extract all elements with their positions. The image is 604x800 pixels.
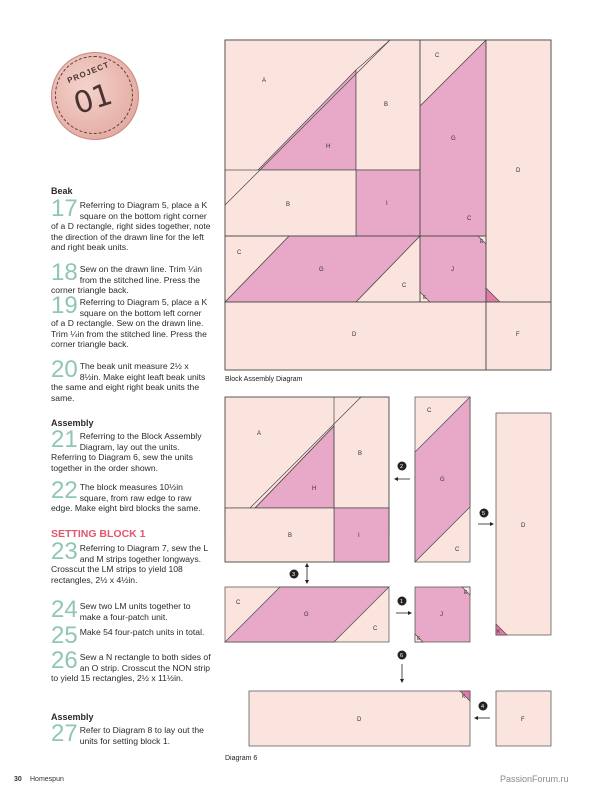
badge-number: 01 [69, 76, 117, 123]
label-j: J [451, 267, 454, 273]
d6-label-j: J [440, 612, 443, 618]
label-c2: C [467, 216, 472, 222]
d6-label-c: C [427, 408, 432, 414]
d6-label-d: D [521, 523, 526, 529]
d6-label-c2: C [455, 547, 460, 553]
block-assembly-caption: Block Assembly Diagram [225, 376, 303, 383]
step-number: 25 [51, 622, 78, 649]
step-text: Sew a N rectangle to both sides of an O strip. Crosscut the NON strip to yield 15 rectangles, 2½ x 11½in. [51, 652, 211, 684]
label-h: H [326, 144, 331, 150]
label-e2: E [423, 295, 427, 301]
step-number: 19 [51, 292, 78, 319]
step-label-4: 4 [481, 704, 485, 710]
d6-label-a: A [257, 431, 262, 437]
label-c4: C [402, 283, 407, 289]
step-text: Sew two LM units together to make a four-patch unit. [79, 601, 191, 622]
step-text: The block measures 10½in square, from raw edge to raw edge. Make eight bird blocks the same. [51, 482, 201, 514]
magazine-name: Homespun [30, 776, 64, 783]
label-g2: G [319, 267, 324, 273]
label-e: E [480, 239, 484, 245]
d6-label-c3: C [236, 600, 241, 606]
label-b: B [384, 102, 389, 108]
d6-label-h: H [312, 486, 317, 492]
step-label-5: 5 [482, 511, 486, 517]
page-number: 30 [14, 776, 22, 783]
step-number: 20 [51, 356, 78, 383]
step-text: Referring to Diagram 5, place a K square on the bottom right corner of a D rectangle, right sides together, note the direction of the drawn line for the left and right beak units. [51, 200, 211, 253]
step-number: 18 [51, 259, 78, 286]
d6-label-g2: G [304, 612, 309, 618]
d6-label-g: G [440, 477, 445, 483]
step-number: 27 [51, 720, 78, 747]
label-i: I [386, 201, 388, 207]
label-d2: D [352, 332, 357, 338]
step-label-2: 2 [400, 464, 404, 470]
label-g: G [451, 136, 456, 142]
assembly-heading: Assembly [51, 418, 94, 428]
d6-label-f: F [521, 717, 525, 723]
step-number: 23 [51, 538, 78, 565]
step-number: 26 [51, 647, 78, 674]
label-c3: C [237, 250, 242, 256]
d6-label-d2: D [357, 717, 362, 723]
block-assembly-diagram [225, 40, 551, 370]
step-text: The beak unit measure 2½ x 8½in. Make eight leaft beak units the same and eight right beak units the same. [51, 361, 206, 403]
diagram-6-caption: Diagram 6 [225, 755, 258, 762]
step-text: Referring to Diagram 7, sew the L and M strips together longways. Crosscut the LM strips to yield 108 rectangles, 2½ x 4½in. [51, 543, 208, 585]
step-label-3: 3 [292, 572, 296, 578]
step-number: 17 [51, 195, 78, 222]
step-text: Sew on the drawn line. Trim ¼in from the stitched line. Press the corner triangle back. [51, 264, 202, 296]
d6-label-e: E [464, 590, 468, 596]
step-text: Referring to the Block Assembly Diagram, lay out the units. Referring to Diagram 6, sew the units together in the order shown. [51, 431, 202, 473]
step-label-1: 1 [400, 599, 404, 605]
d6-label-k: K [497, 629, 501, 635]
label-b2: B [286, 202, 291, 208]
step-number: 22 [51, 477, 78, 504]
step-number: 24 [51, 596, 78, 623]
setting-block-heading: SETTING BLOCK 1 [51, 528, 146, 540]
diagram-6 [225, 397, 551, 746]
d6-label-e2: E [417, 636, 421, 642]
assembly-heading-2: Assembly [51, 712, 94, 722]
d6-label-i: I [358, 533, 360, 539]
watermark: PassionForum.ru [500, 774, 569, 784]
step-text: Refer to Diagram 8 to lay out the units for setting block 1. [79, 725, 204, 746]
step-number: 21 [51, 426, 78, 453]
d6-label-k2: K [462, 694, 466, 700]
beak-heading: Beak [51, 186, 73, 196]
label-d: D [516, 168, 521, 174]
d6-label-c4: C [373, 626, 378, 632]
d6-label-b: B [358, 451, 363, 457]
step-label-6: 6 [400, 653, 404, 659]
label-c: C [435, 53, 440, 59]
badge-label: PROJECT [65, 59, 111, 86]
d6-label-b2: B [288, 533, 293, 539]
label-a: A [262, 78, 267, 84]
label-f: F [516, 332, 520, 338]
step-text: Make 54 four-patch units in total. [79, 627, 205, 637]
step-text: Referring to Diagram 5, place a K square on the bottom left corner of a D rectangle. Sew on the drawn line. Trim ¼in from the stitched line. Press the corner triangle back. [51, 297, 208, 350]
